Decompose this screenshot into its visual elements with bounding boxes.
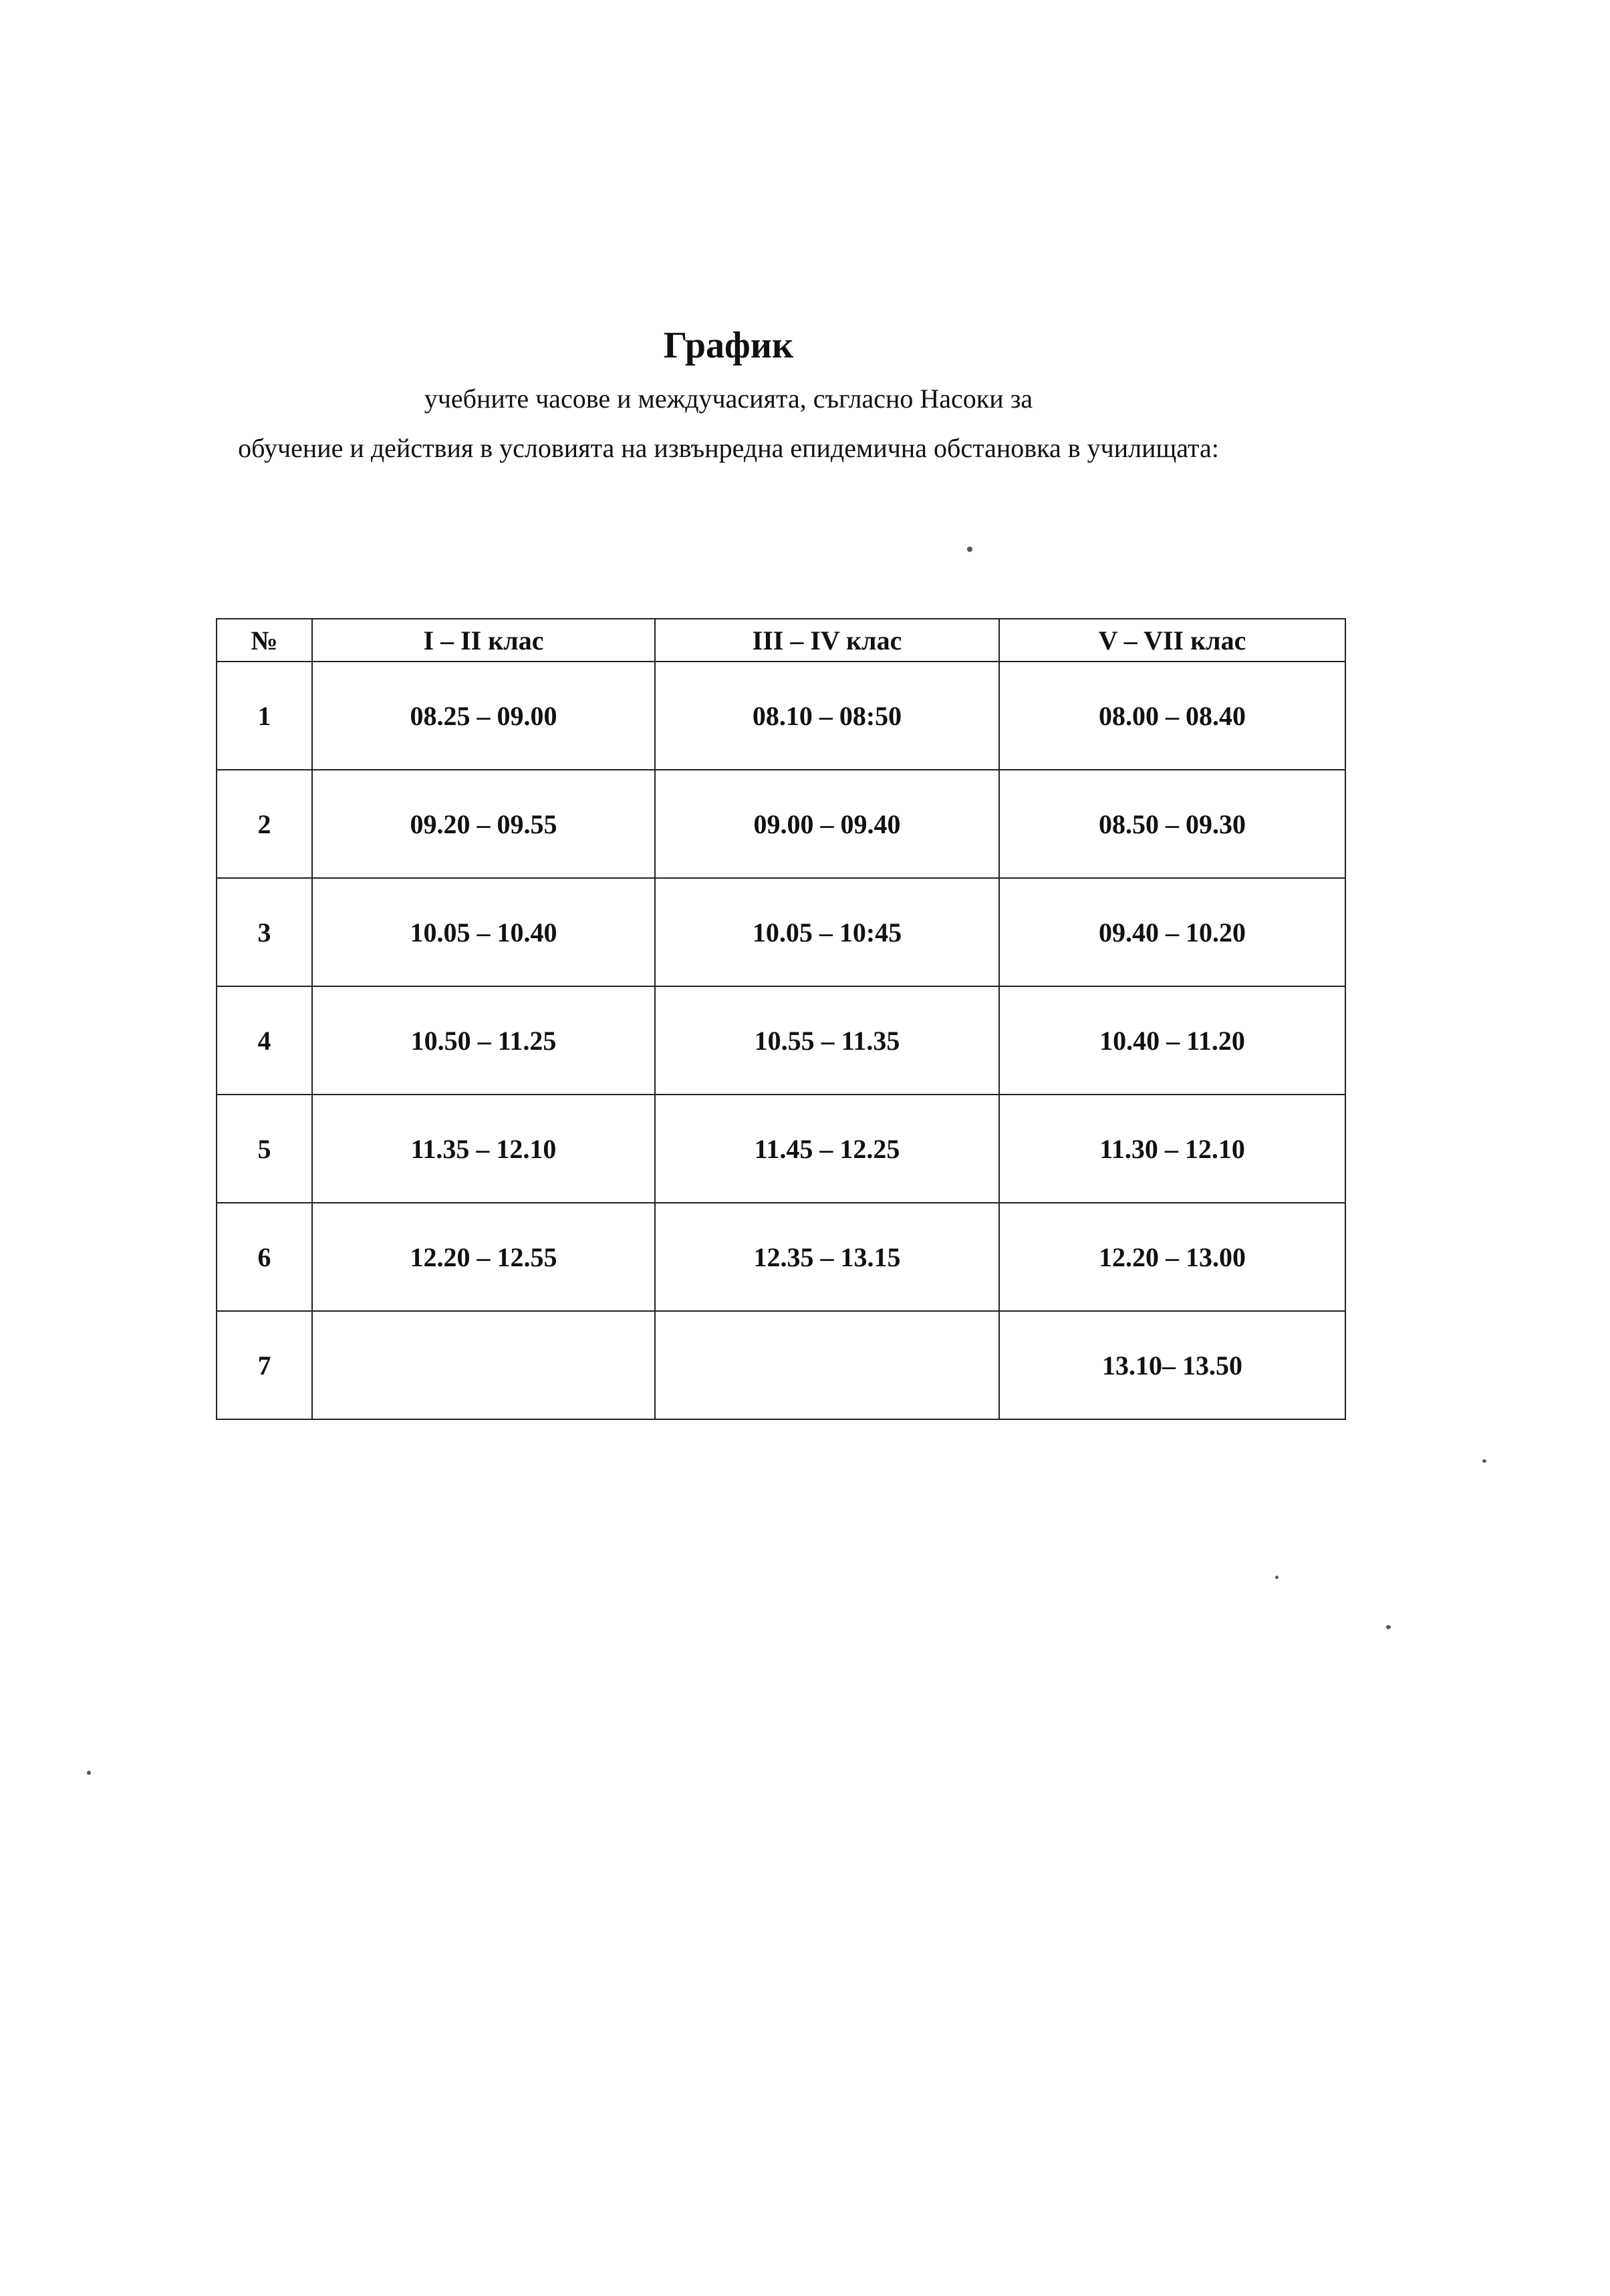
period-number: 6 <box>217 1203 312 1311</box>
time-cell: 11.35 – 12.10 <box>312 1095 655 1203</box>
period-number: 7 <box>217 1311 312 1419</box>
header-grade-5-7: V – VII клас <box>999 619 1345 662</box>
document-title: График <box>663 325 794 366</box>
table-row <box>217 986 1345 1095</box>
period-number: 2 <box>217 770 312 878</box>
table-row <box>217 1203 1345 1311</box>
time-cell <box>312 1311 655 1419</box>
time-cell: 09.20 – 09.55 <box>312 770 655 878</box>
scan-speck <box>1482 1459 1486 1463</box>
time-cell: 09.00 – 09.40 <box>655 770 999 878</box>
time-cell: 08.10 – 08:50 <box>655 662 999 770</box>
time-cell: 10.40 – 11.20 <box>999 986 1345 1095</box>
time-cell: 08.00 – 08.40 <box>999 662 1345 770</box>
period-number: 5 <box>217 1095 312 1203</box>
schedule-table <box>216 618 1346 1420</box>
time-cell: 10.50 – 11.25 <box>312 986 655 1095</box>
time-cell: 12.20 – 12.55 <box>312 1203 655 1311</box>
table-row <box>217 770 1345 878</box>
scan-speck <box>967 547 972 552</box>
time-cell: 11.45 – 12.25 <box>655 1095 999 1203</box>
table-row <box>217 1311 1345 1419</box>
time-cell: 08.25 – 09.00 <box>312 662 655 770</box>
time-cell <box>655 1311 999 1419</box>
time-cell: 10.55 – 11.35 <box>655 986 999 1095</box>
header-number: № <box>217 619 312 662</box>
table-row <box>217 662 1345 770</box>
table-header-row <box>217 619 1345 662</box>
table-row <box>217 1095 1345 1203</box>
period-number: 1 <box>217 662 312 770</box>
period-number: 4 <box>217 986 312 1095</box>
scan-speck <box>1386 1625 1391 1629</box>
time-cell: 10.05 – 10:45 <box>655 878 999 986</box>
time-cell: 12.35 – 13.15 <box>655 1203 999 1311</box>
time-cell: 11.30 – 12.10 <box>999 1095 1345 1203</box>
time-cell: 10.05 – 10.40 <box>312 878 655 986</box>
document-subtitle-line-1: учебните часове и междучасията, съгласно Насоки за <box>424 384 1033 414</box>
scan-speck <box>1275 1576 1279 1579</box>
table-row <box>217 878 1345 986</box>
time-cell: 09.40 – 10.20 <box>999 878 1345 986</box>
time-cell: 08.50 – 09.30 <box>999 770 1345 878</box>
document-subtitle-line-2: обучение и действия в условията на извънредна епидемична обстановка в училищата: <box>238 433 1219 463</box>
header-grade-3-4: III – IV клас <box>655 619 999 662</box>
time-cell: 13.10– 13.50 <box>999 1311 1345 1419</box>
header-grade-1-2: I – II клас <box>312 619 655 662</box>
scan-speck <box>87 1771 91 1775</box>
time-cell: 12.20 – 13.00 <box>999 1203 1345 1311</box>
period-number: 3 <box>217 878 312 986</box>
